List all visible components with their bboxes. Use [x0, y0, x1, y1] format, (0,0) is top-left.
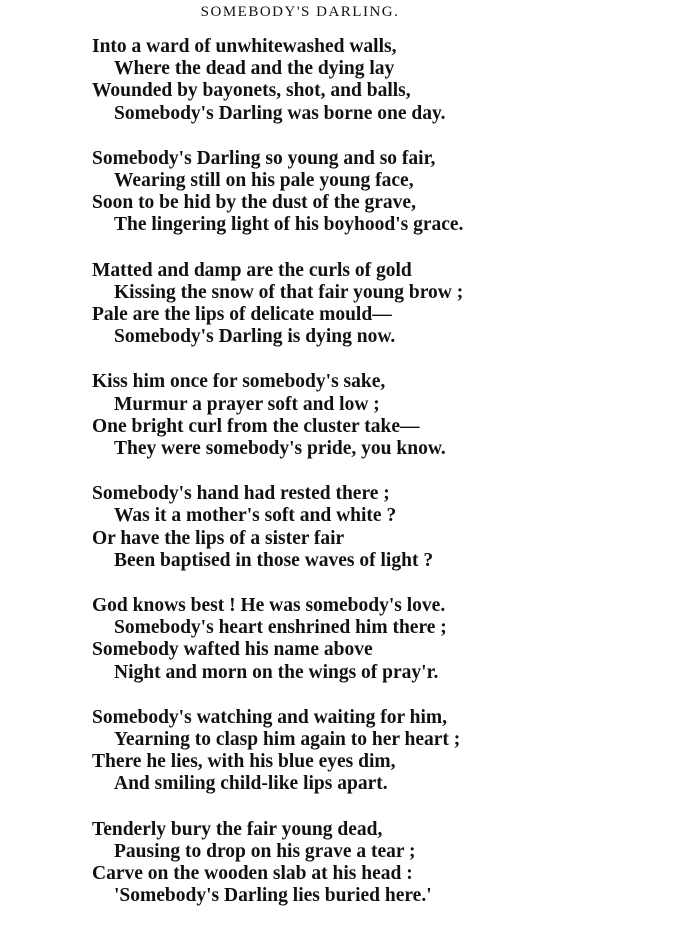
- poem-line: Kissing the snow of that fair young brow ;: [114, 281, 464, 303]
- stanza-8: [92, 819, 652, 908]
- poem-line: Murmur a prayer soft and low ;: [114, 393, 380, 415]
- stanza-7: [92, 707, 652, 796]
- poem-line: Been baptised in those waves of light ?: [114, 549, 434, 571]
- poem-line: The lingering light of his boyhood's grace.: [114, 214, 464, 236]
- stanza-1: [92, 36, 652, 125]
- poem-line: Soon to be hid by the dust of the grave,: [92, 192, 416, 214]
- poem-line: Into a ward of unwhitewashed walls,: [92, 36, 397, 57]
- poem-line: Matted and damp are the curls of gold: [92, 259, 412, 281]
- poem-line: Wearing still on his pale young face,: [114, 170, 414, 192]
- poem-line: There he lies, with his blue eyes dim,: [92, 751, 396, 773]
- poem-title: SOMEBODY'S DARLING.: [200, 4, 400, 20]
- poem-line: Where the dead and the dying lay: [114, 58, 395, 80]
- poem-line: Pale are the lips of delicate mould—: [92, 304, 392, 326]
- poem-line: Somebody's heart enshrined him there ;: [114, 617, 447, 639]
- poem-line: Somebody's watching and waiting for him,: [92, 706, 448, 728]
- poem-line: Somebody's hand had rested there ;: [92, 483, 390, 505]
- poem-line: Somebody's Darling so young and so fair,: [92, 147, 436, 169]
- poem-line: Yearning to clasp him again to her heart ;: [114, 729, 461, 751]
- poem-line: Somebody's Darling is dying now.: [114, 326, 396, 348]
- stanza-3: [92, 260, 652, 349]
- poem-line: Was it a mother's soft and white ?: [114, 505, 397, 527]
- poem-line: Wounded by bayonets, shot, and balls,: [92, 80, 411, 102]
- stanza-6: [92, 595, 652, 684]
- poem-line: Somebody's Darling was borne one day.: [114, 102, 446, 124]
- poem-body: [92, 36, 652, 931]
- poem-line: Night and morn on the wings of pray'r.: [114, 661, 439, 683]
- poem-line: Carve on the wooden slab at his head :: [92, 863, 413, 885]
- poem-line: And smiling child-like lips apart.: [114, 773, 388, 795]
- poem-line: Tenderly bury the fair young dead,: [92, 818, 383, 840]
- poem-line: Somebody wafted his name above: [92, 639, 373, 661]
- poem-line: Or have the lips of a sister fair: [92, 527, 345, 549]
- poem-line: 'Somebody's Darling lies buried here.': [114, 885, 432, 907]
- stanza-2: [92, 148, 652, 237]
- stanza-5: [92, 483, 652, 572]
- poem-line: They were somebody's pride, you know.: [114, 438, 446, 460]
- stanza-4: [92, 371, 652, 460]
- poem-line: Pausing to drop on his grave a tear ;: [114, 840, 416, 862]
- poem-line: God knows best ! He was somebody's love.: [92, 595, 446, 617]
- poem-line: Kiss him once for somebody's sake,: [92, 371, 386, 393]
- poem-line: One bright curl from the cluster take—: [92, 415, 420, 437]
